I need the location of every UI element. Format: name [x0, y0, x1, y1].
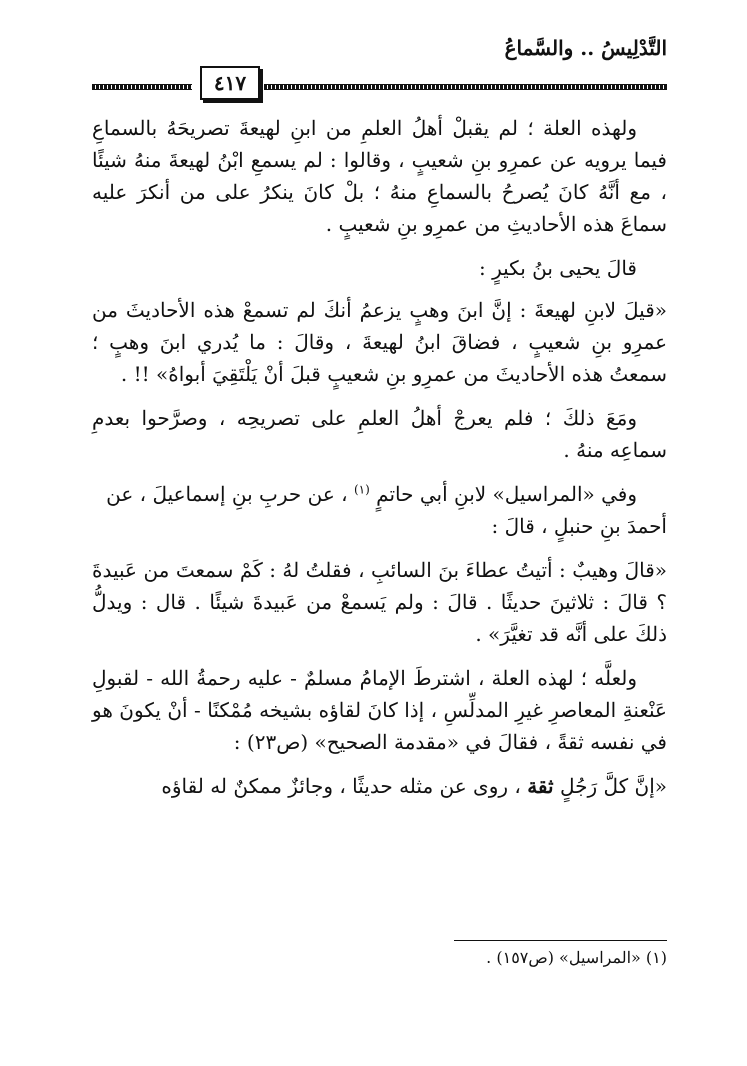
- main-text: [92, 112, 667, 814]
- marasil-text-after: ، عن حربِ بنِ إسماعيلَ ، عن: [106, 482, 348, 506]
- footnote-ref-1: (١): [353, 482, 370, 497]
- quote-ibn-lahia: «قيلَ لابنِ لهيعةَ : إنَّ ابنَ وهبٍ يزعمُ أنكَ لم تسمعْ هذه الأحاديثَ من عمرِو بنِ شعيبٍ ، فضاقَ ابنُ لهيعةَ ، وقالَ : ما يُدري ابنَ وهبٍ ؛ سمعتُ هذه الأحاديثَ من عمرِو بنِ شعيبٍ قبلَ أنْ يَلْتَقِيَ أبواهُ» !! .: [92, 298, 667, 386]
- footnote-1: (١) «المراسيل» (ص١٥٧) .: [486, 948, 667, 967]
- paragraph-1: ولهذه العلة ؛ لم يقبلْ أهلُ العلمِ من ابنِ لهيعةَ تصريحَهُ بالسماعِ فيما يرويه عن عمرِو بنِ شعيبٍ ، وقالوا : لم يسمعِ ابْنُ لهيعةَ منهُ شيئًا ، مع أنَّهُ كانَ يُصرحُ بالسماعِ منهُ ؛ بلْ كانَ ينكرُ على من أنكرَ عليه سماعَ هذه الأحاديثِ من عمرِو بنِ شعيبٍ .: [92, 116, 667, 236]
- footnote-separator: [454, 940, 667, 941]
- header-rule-left: [92, 84, 192, 90]
- quote-wuhayb: «قالَ وهيبٌ : أتيتُ عطاءَ بنَ السائبِ ، فقلتُ لهُ : كَمْ سمعتَ من عَبيدةَ ؟ قالَ : ثلاثينَ حديثًا . قالَ : ولم يَسمعْ من عَبيدةَ شيئًا . قال : ويدلُّ ذلكَ على أنَّه قد تغيَّرَ» .: [92, 558, 667, 646]
- paragraph-marasil: [92, 478, 667, 510]
- paragraph-narrator: قالَ يحيى بنُ بكيرٍ :: [478, 256, 637, 280]
- quote-muslim-bold: ثقة: [527, 774, 554, 798]
- paragraph-marasil-continued: أحمدَ بنِ حنبلٍ ، قالَ :: [491, 514, 667, 538]
- page-number: ٤١٧: [200, 66, 260, 100]
- paragraph-2: ومَعَ ذلكَ ؛ فلم يعرجْ أهلُ العلمِ على تصريحِه ، وصرَّحوا بعدمِ سماعِه منهُ .: [92, 406, 667, 462]
- paragraph-muslim: ولعلَّه ؛ لهذه العلة ، اشترطَ الإمامُ مسلمٌ - عليه رحمةُ الله - لقبولِ عَنْعنةِ المعاصرِ غيرِ المدلِّسِ ، إذا كانَ لقاؤه بشيخه مُمْكنًا - أنْ يكونَ هو في نفسه ثقةً ، فقالَ في «مقدمة الصحيح» (ص٢٣) :: [92, 666, 667, 754]
- marasil-text-before: وفي «المراسيل» لابنِ أبي حاتمٍ: [376, 482, 637, 506]
- header-rule-right: [264, 84, 667, 90]
- quote-muslim: [92, 770, 667, 802]
- running-title: التَّدْلِيسُ .. والسَّماعُ: [504, 36, 667, 60]
- quote-muslim-before: «إنَّ كلَّ رَجُلٍ: [559, 774, 667, 798]
- page-header: [92, 34, 667, 98]
- quote-muslim-after: ، روى عن مثله حديثًا ، وجائزٌ ممكنٌ له لقاؤه: [161, 774, 521, 798]
